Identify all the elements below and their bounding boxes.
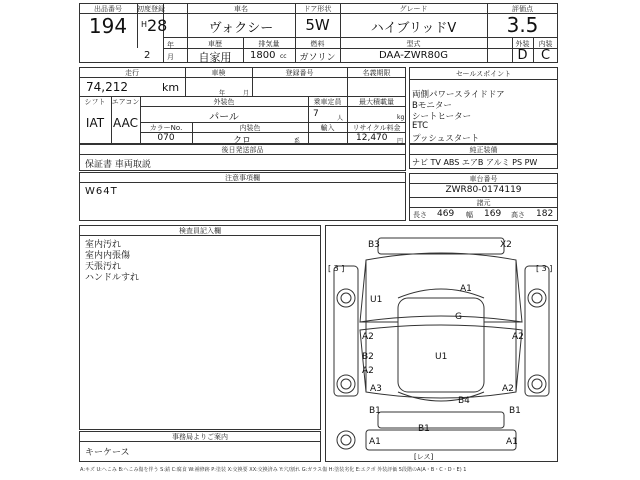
car-outline-diagram — [326, 226, 557, 461]
inspection-item: 天張汚れ — [85, 262, 122, 272]
capacity: 7 — [313, 109, 319, 119]
year-unit: 年 — [167, 41, 174, 49]
damage-mark: A2 — [512, 332, 524, 342]
car-history-label: 車歴 — [208, 40, 222, 48]
reg-month: 2 — [144, 50, 151, 61]
kei-unit: 系 — [294, 138, 301, 145]
displacement-label: 排気量 — [258, 40, 280, 48]
fuel-label: 燃料 — [310, 40, 325, 48]
aircon-label: エアコン — [111, 98, 140, 106]
interior-color-label: 内装色 — [239, 124, 261, 132]
damage-mark: B1 — [418, 424, 430, 434]
notes-title: 注意事項欄 — [225, 174, 260, 182]
grade: ハイブリッドV — [370, 21, 457, 36]
import-label: 輸入 — [320, 124, 335, 132]
office-title: 事務局よりご案内 — [172, 433, 228, 441]
era: H — [141, 20, 148, 29]
damage-diagram — [325, 225, 558, 462]
damage-mark: B2 — [362, 352, 374, 362]
shift-label: シフト — [84, 98, 106, 106]
damage-mark: B3 — [368, 240, 380, 250]
person-unit: 人 — [337, 115, 344, 122]
door-type: 5W — [305, 16, 330, 34]
exterior-grade: D — [517, 48, 528, 63]
exterior-label: 外装 — [515, 40, 530, 48]
sales-point-item: ETC — [412, 121, 428, 131]
door-label: ドア形状 — [303, 5, 332, 13]
damage-mark: A1 — [460, 284, 472, 294]
color-label: 外装色 — [213, 98, 235, 106]
sales-point-item: Bモニター — [412, 101, 452, 111]
damage-mark: A2 — [362, 332, 374, 342]
score: 3.5 — [506, 13, 539, 37]
frame-no-title: 車台番号 — [469, 175, 498, 183]
capacity-label: 乗車定員 — [313, 98, 342, 106]
inspection-year-unit: 年 — [219, 90, 226, 97]
grade-label: グレード — [399, 5, 428, 13]
sales-point-item: 両側パワースライドドア — [412, 90, 505, 100]
office-value: キーケース — [85, 448, 130, 458]
inspection-item: ハンドルすれ — [85, 273, 140, 283]
mileage-label: 走行 — [125, 69, 139, 77]
divider — [163, 37, 558, 38]
registration-label: 登録番号 — [285, 69, 314, 77]
inspection-item: 室内汚れ — [85, 240, 122, 250]
width: 169 — [484, 209, 502, 219]
side-right-mark: [ 3 ] — [536, 264, 553, 273]
month-unit: 月 — [167, 53, 174, 61]
km-unit: km — [162, 81, 180, 94]
height-label: 高さ — [511, 211, 525, 219]
color-no-label: カラーNo. — [149, 124, 183, 132]
inspection-month-unit: 月 — [243, 90, 250, 97]
model: DAA-ZWR80G — [378, 50, 449, 61]
damage-mark: A3 — [370, 384, 382, 394]
frame-no: ZWR80-0174119 — [445, 185, 522, 195]
damage-mark: B1 — [369, 406, 381, 416]
model-label: 型式 — [406, 40, 421, 48]
interior-grade: C — [540, 48, 551, 63]
max-load-label: 最大積載量 — [359, 98, 394, 106]
equipment-list: ナビ TV ABS エアB アルミ PS PW — [412, 158, 538, 167]
legend-text: A:キズ U:へこみ B:へこみ傷を伴う S:錆 C:腐食 W:補修跡 P:塗装 X:交換要 XX:交換済み Y:穴/割れ G:ガラス傷 H:塗装劣化 E:エクボ 外装評価 5段階のA(A・B・C・D・E) 1 — [80, 467, 467, 473]
name-change-label: 名義期限 — [362, 69, 391, 77]
damage-mark: B1 — [509, 406, 521, 416]
inspection-label: 車検 — [211, 69, 226, 77]
rear-mark: [レス] — [414, 453, 434, 461]
recycle-fee: 12,470 — [356, 133, 388, 143]
car-name-label: 車名 — [234, 5, 248, 13]
docs-title: 後日発送部品 — [221, 146, 264, 154]
width-label: 幅 — [466, 211, 473, 219]
yen-unit: 円 — [397, 138, 404, 145]
car-name: ヴォクシー — [208, 21, 274, 36]
color: パール — [209, 112, 239, 123]
equipment-title: 純正装備 — [469, 146, 498, 154]
color-no: 070 — [157, 133, 175, 143]
damage-mark: A2 — [362, 366, 374, 376]
interior-color: クロ — [232, 136, 251, 146]
sales-points-title: セールスポイント — [455, 70, 512, 78]
side-left-mark: [ 3 ] — [328, 264, 345, 273]
height: 182 — [536, 209, 554, 219]
sales-point-item: プッシュスタート — [412, 134, 480, 144]
mileage: 74,212 — [86, 80, 128, 94]
displacement: 1800 — [250, 50, 276, 61]
length-label: 長さ — [413, 211, 427, 219]
docs-value: 保証書 車両取説 — [85, 160, 151, 170]
damage-mark: U1 — [370, 295, 383, 305]
length: 469 — [437, 209, 455, 219]
dimensions-title: 諸元 — [476, 199, 491, 207]
reg-year: 28 — [147, 16, 168, 35]
damage-mark: U1 — [435, 352, 448, 362]
fuel: ガソリン — [299, 53, 336, 63]
aircon: AAC — [113, 116, 138, 130]
damage-mark: B4 — [458, 396, 470, 406]
interior-label: 内装 — [538, 40, 553, 48]
lot-no-label: 出品番号 — [94, 5, 122, 13]
divider — [409, 79, 558, 80]
recycle-label: リサイクル料金 — [352, 124, 401, 132]
shift: IAT — [85, 116, 105, 130]
damage-mark: A1 — [369, 437, 381, 447]
lot-number: 194 — [88, 14, 128, 38]
first-reg-label: 初度登録 — [137, 5, 165, 13]
car-history: 自家用 — [198, 51, 232, 64]
damage-mark: A1 — [506, 437, 518, 447]
damage-mark: G — [455, 312, 462, 322]
score-label: 評価点 — [512, 5, 533, 13]
cc-unit: cc — [280, 53, 287, 60]
damage-mark: X2 — [500, 240, 512, 250]
inspection-title: 検査員記入欄 — [179, 227, 221, 235]
sales-point-item: シートヒーター — [412, 112, 472, 122]
inspection-item: 室内内張傷 — [85, 251, 131, 261]
kg-unit: kg — [397, 114, 405, 121]
notes-value: W64T — [85, 186, 118, 197]
damage-mark: A2 — [502, 384, 514, 394]
